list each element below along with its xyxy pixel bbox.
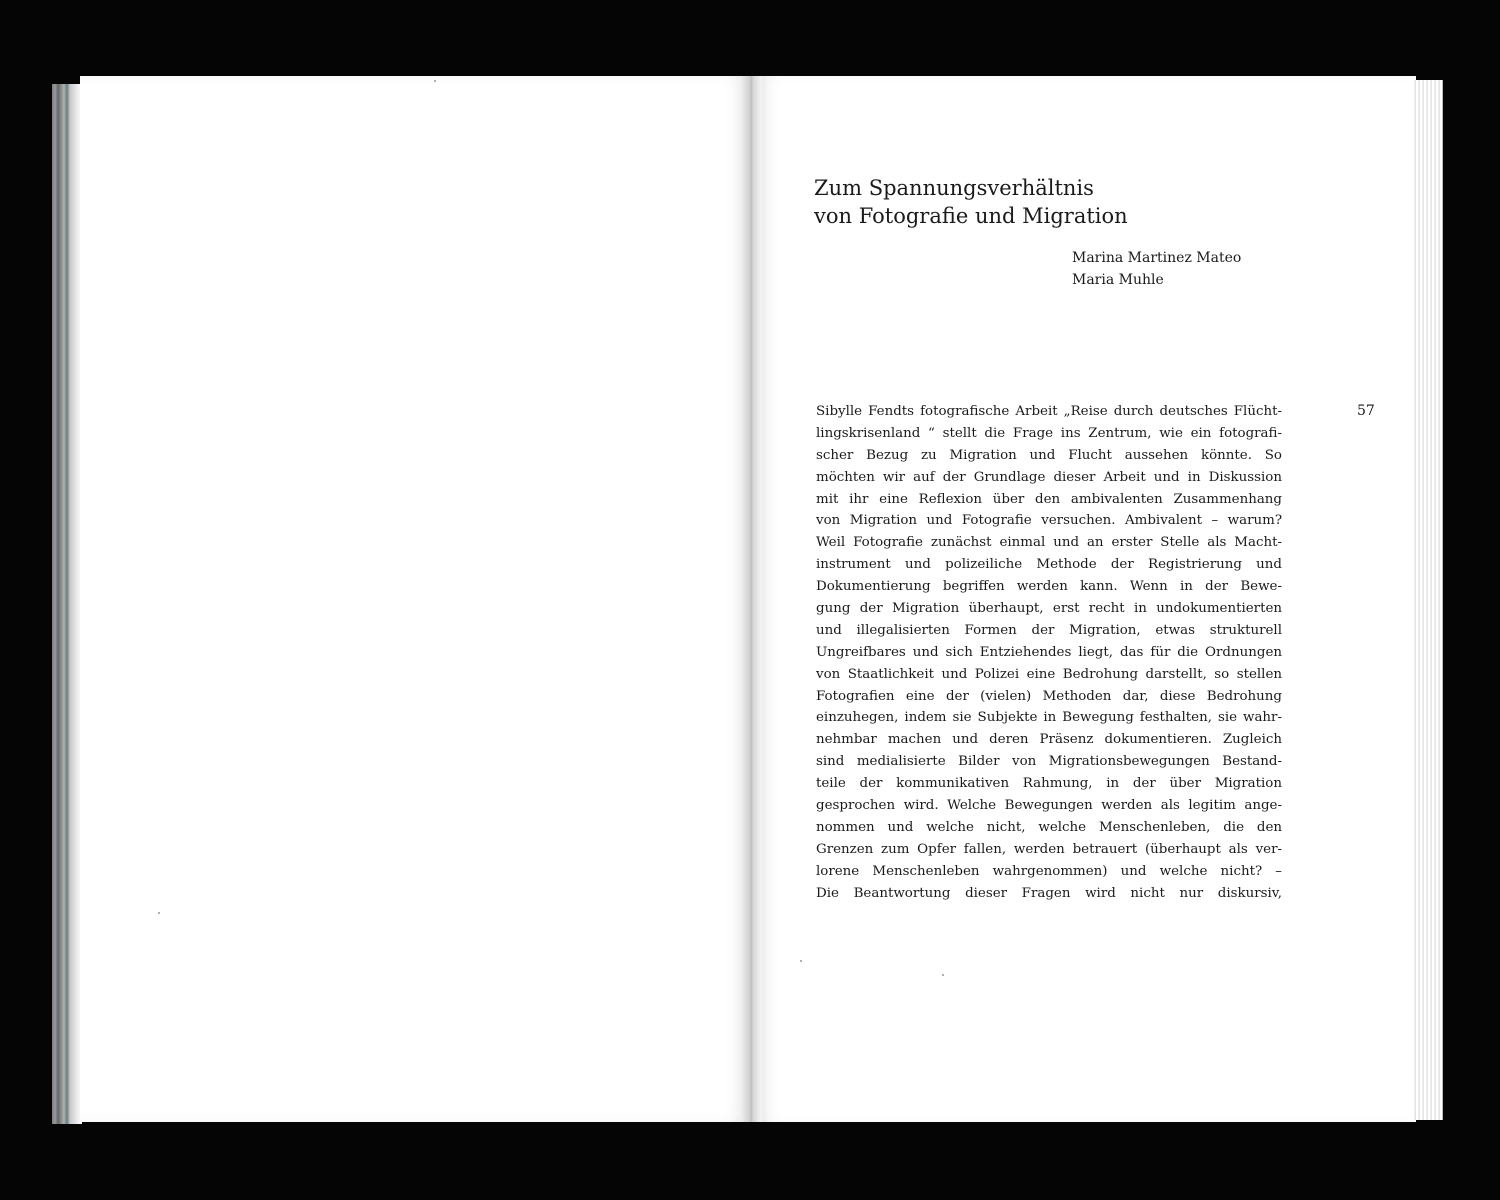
body-line: Dokumentierung begriffen werden kann. Wenn in der Bewe- xyxy=(816,579,1282,595)
body-line: gesprochen wird. Welche Bewegungen werden als legitim ange- xyxy=(816,798,1282,814)
body-line: mit ihr eine Reflexion über den ambivalenten Zusammenhang xyxy=(816,491,1282,507)
body-line: lingskrisenland “ stellt die Frage ins Zentrum, wie ein fotografi- xyxy=(816,425,1282,441)
body-line: möchten wir auf der Grundlage dieser Arbeit und in Diskussion xyxy=(816,469,1282,485)
book-gutter xyxy=(740,76,762,1122)
body-line: scher Bezug zu Migration und Flucht aussehen könnte. So xyxy=(816,447,1282,463)
left-page xyxy=(80,76,752,1122)
body-line: Die Beantwortung dieser Fragen wird nicht nur diskursiv, xyxy=(816,885,1282,901)
paper-speck xyxy=(800,960,802,962)
paper-speck xyxy=(942,974,944,976)
body-line: Ungreifbares und sich Entziehendes liegt, das für die Ordnungen xyxy=(816,644,1282,660)
paper-speck xyxy=(434,80,436,82)
body-paragraph xyxy=(816,401,1282,904)
article-title xyxy=(814,174,1334,230)
body-line: und illegalisierten Formen der Migration, etwas strukturell xyxy=(816,622,1282,638)
body-line: Fotografien eine der (vielen) Methoden dar, diese Bedrohung xyxy=(816,688,1282,704)
body-line: teile der kommunikativen Rahmung, in der über Migration xyxy=(816,776,1282,792)
left-page-edges xyxy=(52,84,82,1124)
body-line: Weil Fotografie zunächst einmal und an erster Stelle als Macht- xyxy=(816,535,1282,551)
body-line: nommen und welche nicht, welche Menschenleben, die den xyxy=(816,819,1282,835)
body-line: instrument und polizeiliche Methode der Registrierung und xyxy=(816,557,1282,573)
body-line: sind medialisierte Bilder von Migrationsbewegungen Bestand- xyxy=(816,754,1282,770)
author-list xyxy=(1072,247,1241,291)
body-line: Grenzen zum Opfer fallen, werden betrauert (überhaupt als ver- xyxy=(816,841,1282,857)
body-line: einzuhegen, indem sie Subjekte in Bewegung festhalten, sie wahr- xyxy=(816,710,1282,726)
body-line: Sibylle Fendts fotografische Arbeit „Reise durch deutsches Flücht- xyxy=(816,404,1282,419)
author-name: Maria Muhle xyxy=(1072,272,1164,288)
article-title-line: von Fotografie und Migration xyxy=(814,204,1128,228)
author-name: Marina Martinez Mateo xyxy=(1072,250,1242,266)
page-number: 57 xyxy=(1357,403,1375,419)
right-page-edges xyxy=(1412,80,1443,1120)
article-title-line: Zum Spannungsverhältnis xyxy=(814,176,1094,200)
body-line: lorene Menschenleben wahrgenommen) und welche nicht? – xyxy=(816,863,1282,879)
body-line: gung der Migration überhaupt, erst recht in undokumentierten xyxy=(816,601,1282,617)
paper-speck xyxy=(158,912,160,914)
body-line: von Staatlichkeit und Polizei eine Bedrohung darstellt, so stellen xyxy=(816,666,1282,682)
body-line: nehmbar machen und deren Präsenz dokumentieren. Zugleich xyxy=(816,732,1282,748)
body-line: von Migration und Fotografie versuchen. Ambivalent – warum? xyxy=(816,513,1282,529)
